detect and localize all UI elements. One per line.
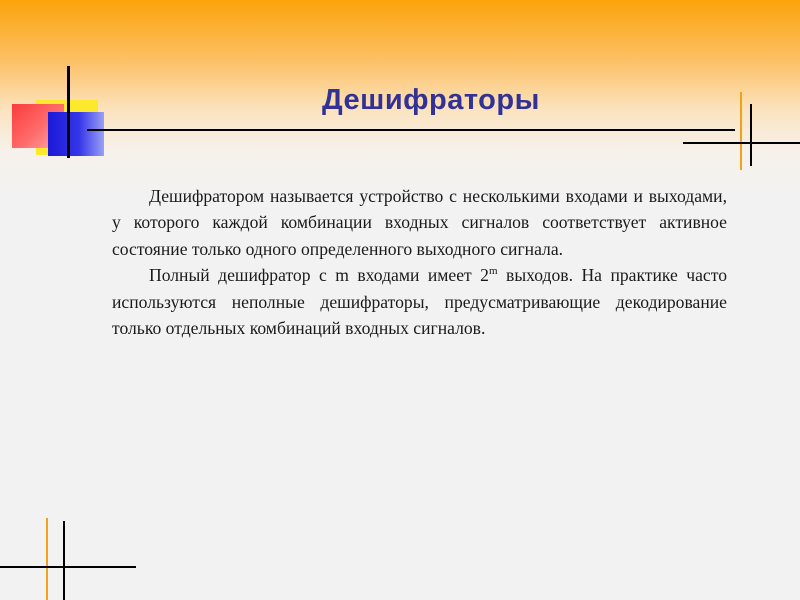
slide-title: Дешифраторы <box>322 84 540 116</box>
decor-line-orange-right <box>740 92 742 170</box>
paragraph2-text-before: Полный дешифратор с m входами имеет 2 <box>149 265 489 286</box>
decor-line-vertical-bottomleft <box>63 521 65 600</box>
slide-body <box>112 183 727 341</box>
decor-line-vertical-topleft <box>67 66 70 158</box>
exponent-m: m <box>488 265 498 278</box>
decor-line-vertical-right <box>750 104 752 166</box>
decor-line-orange-bottomleft <box>46 518 48 600</box>
decor-line-horizontal-bottomleft <box>0 566 136 568</box>
decor-blue-square <box>48 112 104 156</box>
paragraph2-text-after: выходов. На практике часто используются неполные дешифраторы, предусматривающие декодирование только отдельных комбинаций входных сигналов. <box>112 265 727 339</box>
definition-paragraph: Дешифратором называется устройство с несколькими входами и выходами, у которого каждой комбинации входных сигналов соответствует активное состояние только одного определенного выходного сигнала. <box>112 186 727 259</box>
decor-line-header-underline <box>87 129 735 131</box>
decor-line-horizontal-right <box>683 142 800 144</box>
full-decoder-paragraph <box>112 262 727 341</box>
